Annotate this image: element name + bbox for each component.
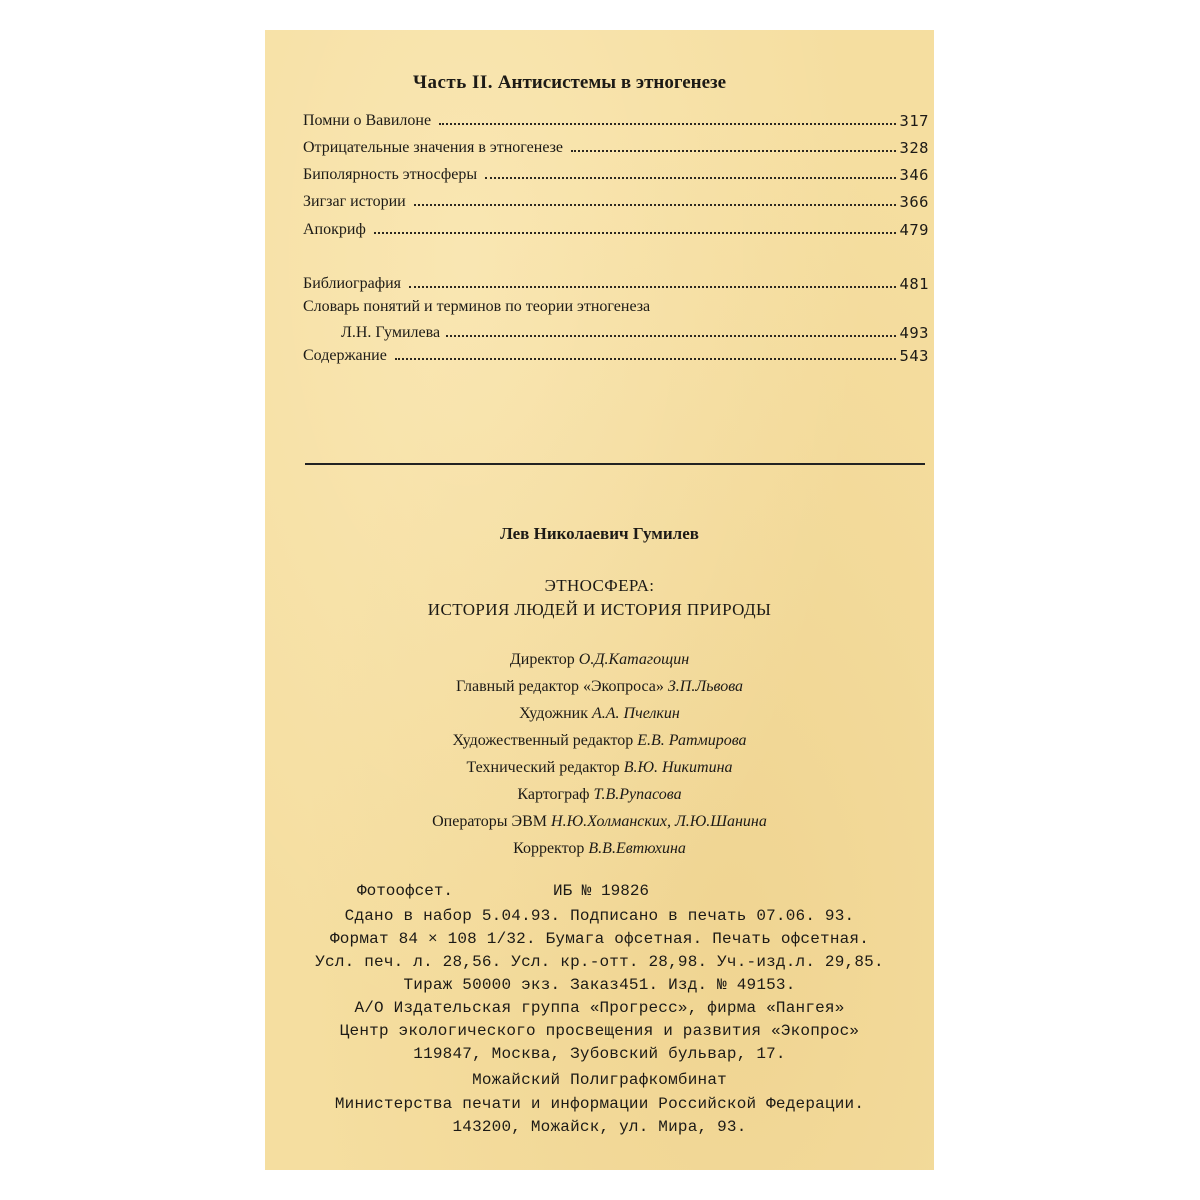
- credit-name: В.Ю. Никитина: [623, 759, 733, 776]
- toc-leader-dots: [485, 177, 895, 179]
- toc-entry-page: 328: [899, 139, 929, 157]
- toc-leader-dots: [414, 204, 896, 206]
- credit-role: Главный редактор «Экопроса»: [455, 678, 664, 695]
- toc-part-heading: [413, 72, 726, 94]
- credit-line: [265, 759, 934, 777]
- credit-line: [265, 651, 934, 669]
- credit-role: Картограф: [517, 786, 590, 803]
- ib-number: ИБ № 19826: [553, 882, 650, 900]
- book-page: [265, 30, 934, 1170]
- toc-leader-dots: [374, 232, 896, 234]
- toc-leader-dots: [571, 150, 895, 152]
- toc-entry: [303, 106, 929, 130]
- book-title-line1: ЭТНОСФЕРА:: [544, 576, 655, 595]
- toc-entry-page: 366: [899, 193, 929, 211]
- credit-role: Художественный редактор: [452, 732, 634, 749]
- toc-leader-dots: [409, 286, 896, 288]
- toc-entry-page: 317: [899, 112, 929, 130]
- imprint-line: 119847, Москва, Зубовский бульвар, 17.: [413, 1045, 786, 1063]
- imprint-line: 143200, Можайск, ул. Мира, 93.: [452, 1118, 747, 1136]
- imprint-line: Сдано в набор 5.04.93. Подписано в печать 07.06. 93.: [344, 907, 855, 925]
- imprint-line: Можайский Полиграфкомбинат: [472, 1071, 727, 1089]
- toc-entry-page: 481: [899, 275, 929, 293]
- toc-entry-page: 493: [899, 324, 929, 342]
- divider-rule: [305, 463, 925, 465]
- author-name: Лев Николаевич Гумилев: [500, 524, 699, 543]
- toc-entry-title: Помни о Вавилоне: [303, 112, 432, 129]
- toc-entry-title: Словарь понятий и терминов по теории этногенеза: [303, 298, 651, 315]
- credit-role: Корректор: [513, 840, 585, 857]
- credit-line: [265, 840, 934, 858]
- credit-line: [265, 678, 934, 696]
- imprint-line: Усл. печ. л. 28,56. Усл. кр.-отт. 28,98. Уч.-изд.л. 29,85.: [315, 953, 884, 971]
- credit-line: [265, 732, 934, 750]
- book-title-line2: ИСТОРИЯ ЛЮДЕЙ И ИСТОРИЯ ПРИРОДЫ: [427, 600, 772, 619]
- toc-entry-title: Библиография: [303, 275, 401, 292]
- toc-entry-page: 479: [899, 221, 929, 239]
- toc-entry-page: 543: [899, 347, 929, 365]
- print-method: Фотоофсет.: [357, 882, 454, 900]
- credit-role: Художник: [519, 705, 588, 722]
- credit-name: Е.В. Ратмирова: [637, 732, 747, 749]
- credit-name: В.В.Евтюхина: [588, 840, 686, 857]
- toc-leader-dots: [446, 335, 895, 337]
- imprint-line: Министерства печати и информации Российской Федерации.: [334, 1095, 865, 1113]
- toc-part-label: Часть II.: [413, 72, 494, 93]
- toc-leader-dots: [439, 123, 895, 125]
- toc-entry: [303, 215, 929, 239]
- credit-line: [265, 786, 934, 804]
- toc-entry-title: Биполярность этносферы: [303, 166, 478, 183]
- toc-leader-dots: [395, 358, 896, 360]
- toc-entry-title: Зигзаг истории: [303, 193, 406, 210]
- credit-line: [265, 813, 934, 831]
- toc-entry: [303, 298, 929, 342]
- credit-name: Н.Ю.Холманских, Л.Ю.Шанина: [551, 813, 767, 830]
- credit-role: Директор: [509, 651, 575, 668]
- toc-part-title: Антисистемы в этногенезе: [497, 72, 727, 93]
- credit-role: Технический редактор: [466, 759, 620, 776]
- credit-name: Т.В.Рупасова: [593, 786, 682, 803]
- toc-entry: [303, 341, 929, 365]
- credit-role: Операторы ЭВМ: [432, 813, 548, 830]
- credit-name: А.А. Пчелкин: [592, 705, 680, 722]
- toc-entry: [303, 187, 929, 211]
- credit-name: О.Д.Катагощин: [578, 651, 690, 668]
- toc-entry-title-continued: Л.Н. Гумилева: [341, 324, 441, 341]
- toc-entry-title: Отрицательные значения в этногенезе: [303, 139, 564, 156]
- toc-entry: [303, 269, 929, 293]
- toc-entry-page: 346: [899, 166, 929, 184]
- toc-entry: [303, 160, 929, 184]
- toc-entry-title: Апокриф: [303, 221, 366, 238]
- toc-entry-title: Содержание: [303, 347, 387, 364]
- imprint-line: Тираж 50000 экз. Заказ451. Изд. № 49153.: [403, 976, 796, 994]
- toc-entry: [303, 133, 929, 157]
- imprint-line: Формат 84 × 108 1/32. Бумага офсетная. Печать офсетная.: [329, 930, 870, 948]
- credit-name: З.П.Львова: [667, 678, 744, 695]
- imprint-line: Центр экологического просвещения и развития «Экопрос»: [339, 1022, 860, 1040]
- imprint-line: А/О Издательская группа «Прогресс», фирма «Пангея»: [354, 999, 845, 1017]
- credit-line: [265, 705, 934, 723]
